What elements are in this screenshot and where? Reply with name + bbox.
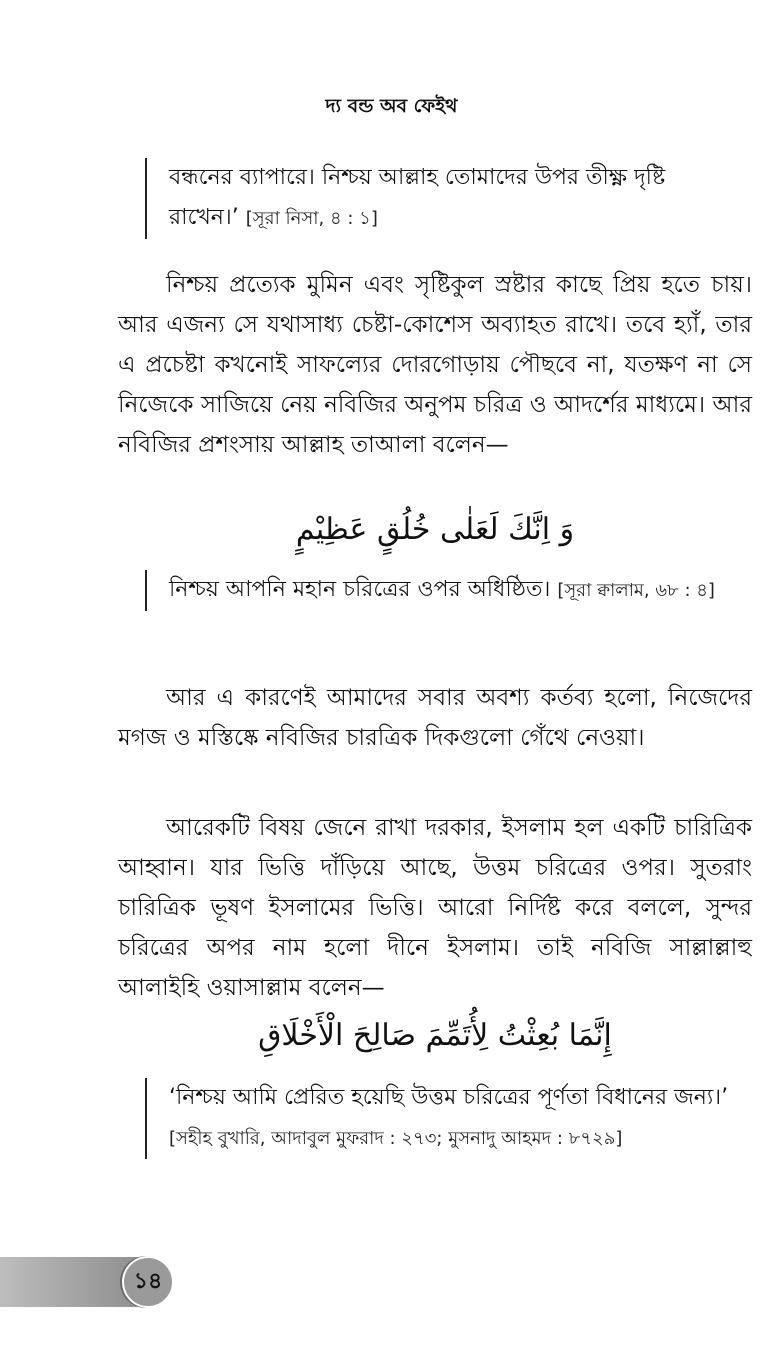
quote-reference: [সহীহ বুখারি, আদাবুল মুফরাদ : ২৭৩; মুসনাদু আহমদ : ৮৭২৯] [169,1128,623,1149]
page-number: ১৪ [122,1256,174,1308]
quote-text: ‘নিশ্চয় আমি প্রেরিত হয়েছি উত্তম চরিত্রের পূর্ণতা বিধানের জন্য।’ [169,1085,729,1110]
quote-text: নিশ্চয় আপনি মহান চরিত্রের ওপর অধিষ্ঠিত। [169,577,551,602]
quote-reference: [সূরা ক্বালাম, ৬৮ : ৪] [557,580,715,601]
quote-reference: [সূরা নিসা, ৪ : ১] [245,208,378,229]
arabic-verse-1: وَ اِنَّكَ لَعَلٰى خُلُقٍ عَظِيْمٍ [295,512,575,547]
paragraph-1: নিশ্চয় প্রত্যেক মুমিন এবং সৃষ্টিকুল স্রষ্টার কাছে প্রিয় হতে চায়। আর এজন্য সে যথাসাধ্য চেষ্টা-কোশেস অব্যাহত রাখে। তবে হ্যাঁ, তার এ প্রচেষ্টা কখনোই সাফল্যের দোরগোড়ায় পৌছবে না, যতক্ষণ না সে নিজেকে সাজিয়ে নেয় নবিজির অনুপম চরিত্র ও আদর্শের মাধ্যমে। আর নবিজির প্রশংসায় আল্লাহ তাআলা বলেন— [118,272,752,458]
quote-text: বন্ধনের ব্যাপারে। নিশ্চয় আল্লাহ তোমাদের উপর তীক্ষ্ণ দৃষ্টি রাখেন।’ [169,165,666,230]
quote-block-2 [145,570,729,611]
paragraph-2: আর এ কারণেই আমাদের সবার অবশ্য কর্তব্য হলো, নিজেদের মগজ ও মস্তিষ্কে নবিজির চারত্রিক দিকগুলো গেঁথে নেওয়া। [118,685,752,751]
paragraph-3: আরেকটি বিষয় জেনে রাখা দরকার, ইসলাম হল একটি চারিত্রিক আহ্বান। যার ভিত্তি দাঁড়িয়ে আছে, উত্তম চরিত্রের ওপর। সুতরাং চারিত্রিক ভূষণ ইসলামের ভিত্তি। আরো নির্দিষ্ট করে বললে, সুন্দর চরিত্রের অপর নাম হলো দীনে ইসলাম। তাই নবিজি সাল্লাল্লাহু আলাইহি ওয়াসাল্লাম বলেন— [118,815,752,1001]
arabic-hadith: إِنَّمَا بُعِثْتُ لِأُتَمِّمَ صَالِحَ الْأَخْلَاقِ [258,1018,612,1053]
quote-block-3 [145,1078,729,1159]
quote-block-1 [145,158,729,239]
running-header: দ্য বন্ড অব ফেইথ [325,95,458,117]
